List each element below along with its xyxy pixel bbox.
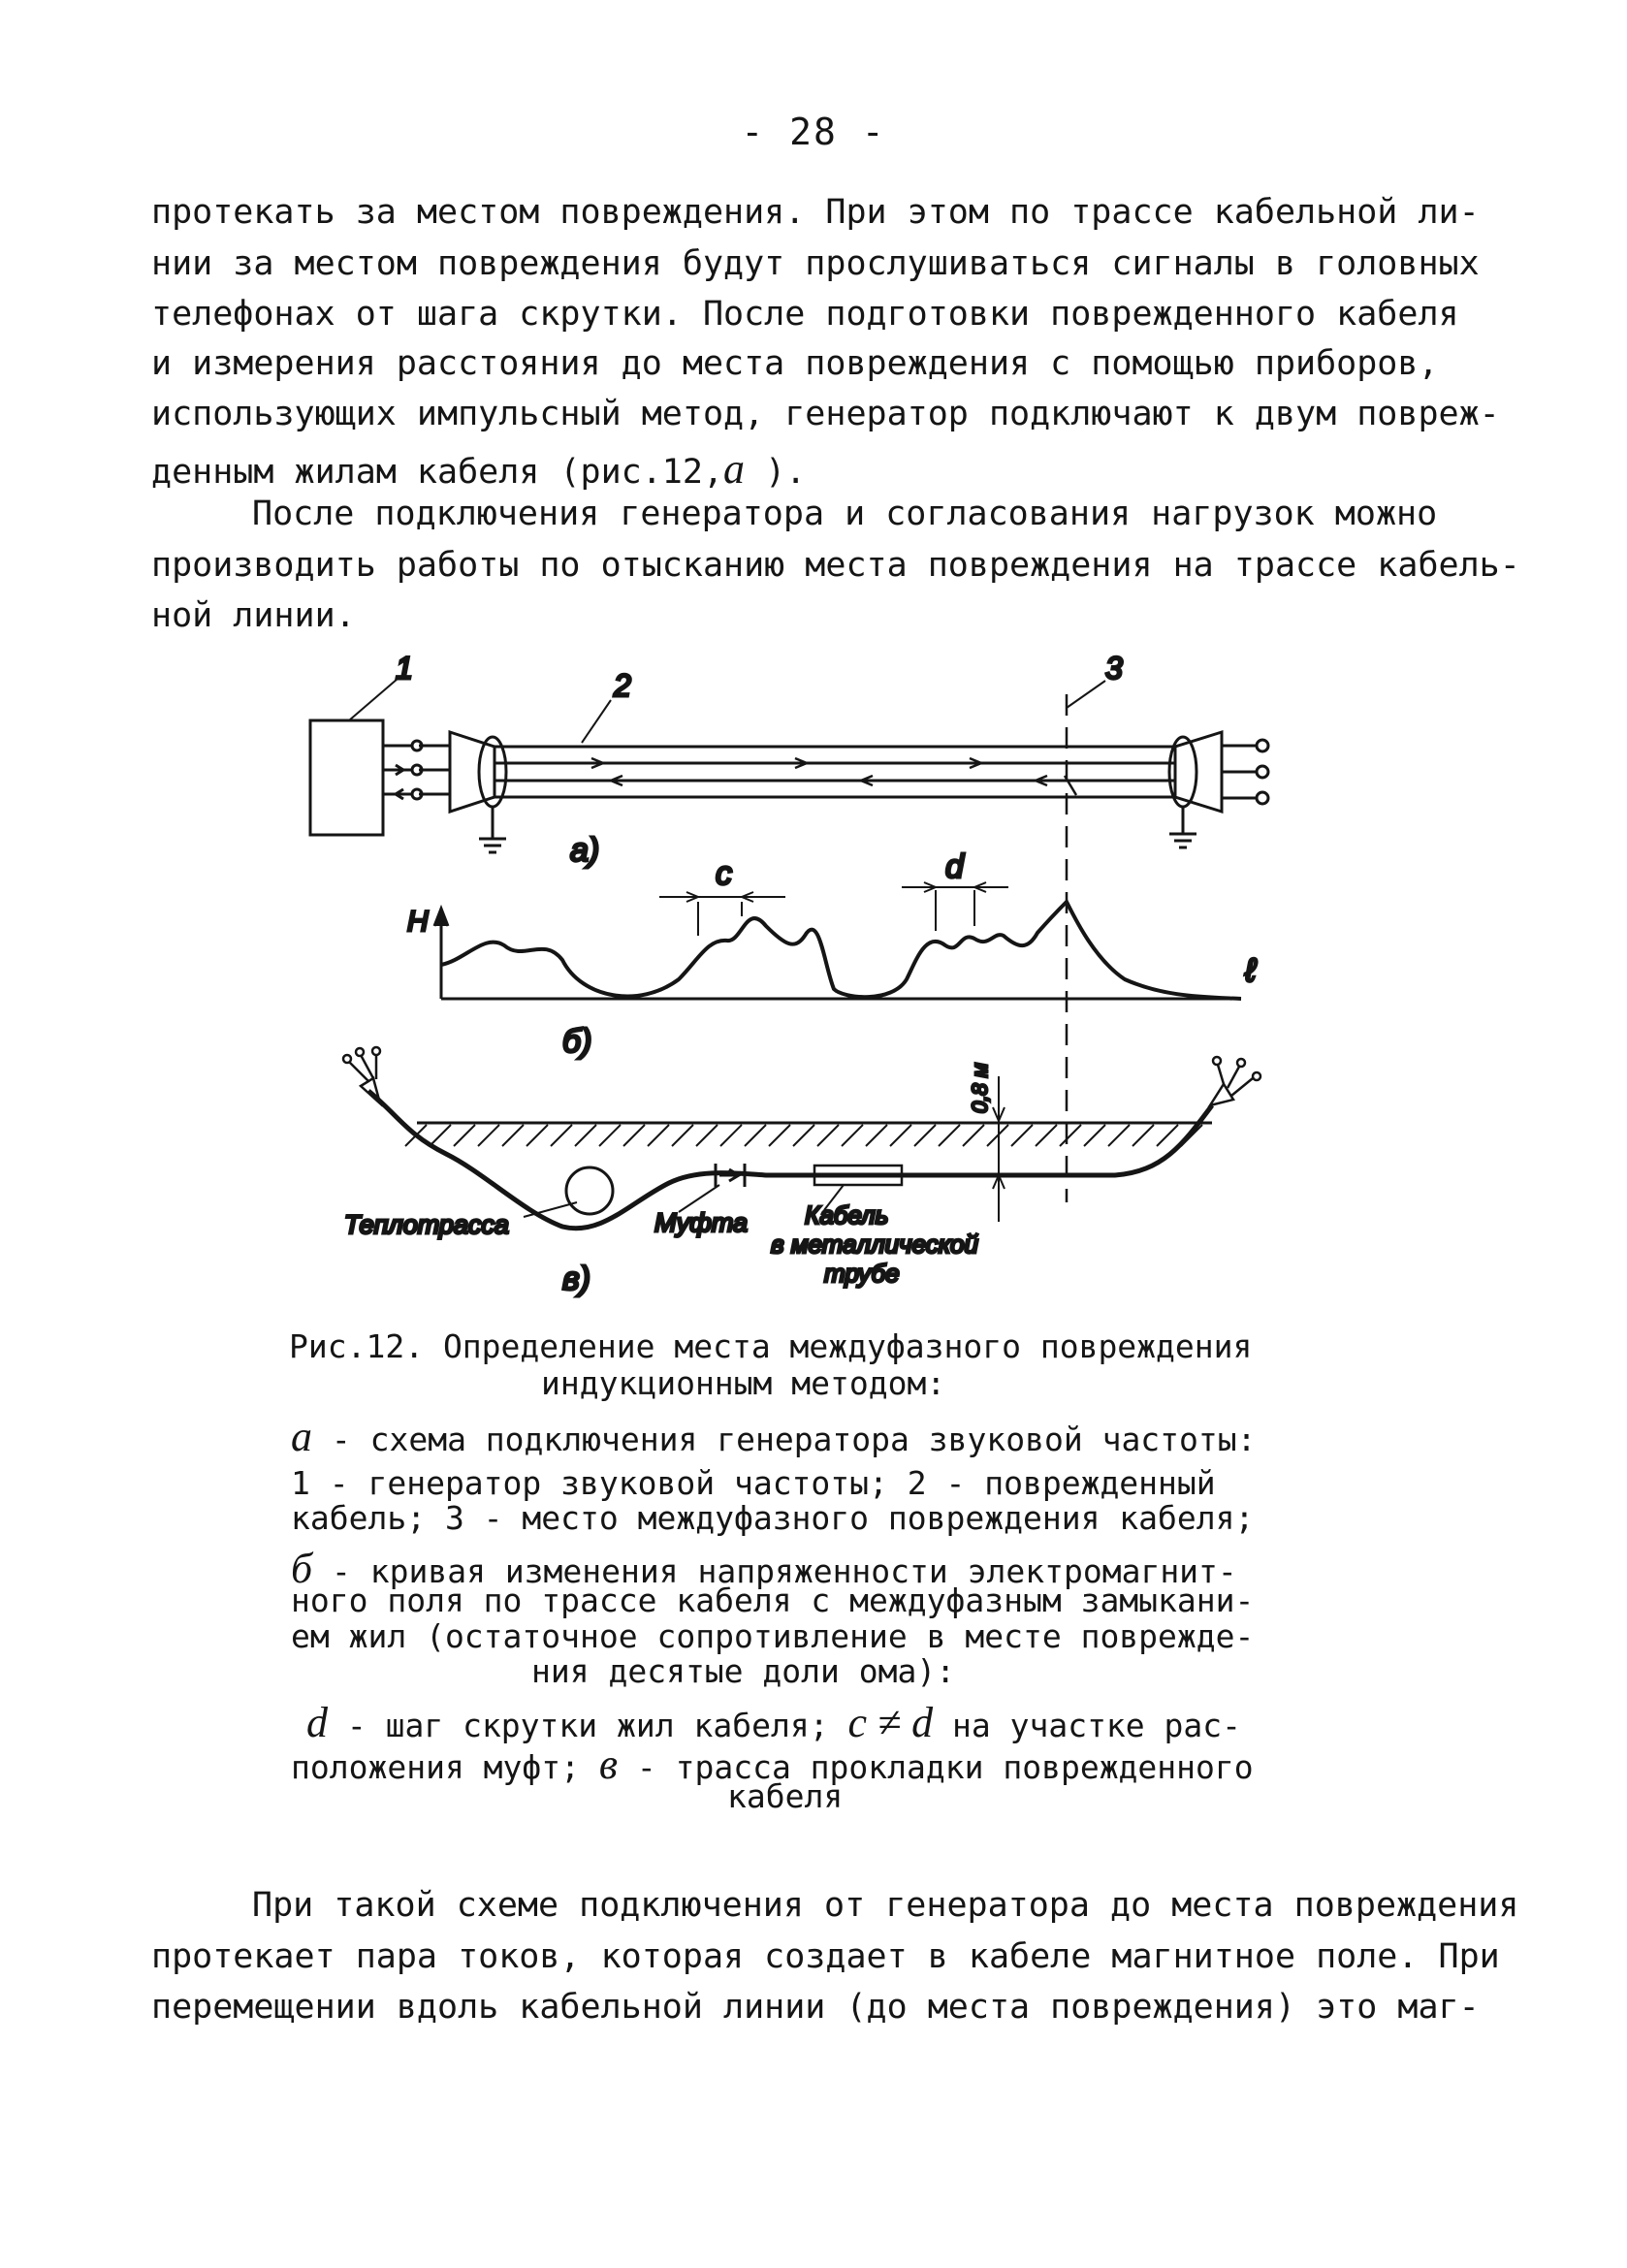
label-b: б) xyxy=(562,1023,592,1060)
text-line xyxy=(151,445,807,493)
text-fragment: - шаг скрутки жил кабеля; xyxy=(328,1707,848,1744)
cable-end-right xyxy=(1210,1057,1260,1105)
leader-line xyxy=(349,679,398,720)
text-fragment: - трасса прокладки поврежденного xyxy=(618,1748,1254,1786)
italic-letter: d xyxy=(306,1699,328,1746)
leader-line xyxy=(582,700,611,743)
label-a: а) xyxy=(570,832,600,869)
ground-right xyxy=(1169,807,1196,847)
ground-left xyxy=(479,807,506,852)
label-cable-line3: трубе xyxy=(824,1259,900,1288)
text-fragment: денным жилам кабеля (рис.12, xyxy=(151,453,724,492)
text-line: протекает пара токов, которая создает в кабеле магнитное поле. При xyxy=(151,1937,1500,1976)
label-c: c xyxy=(716,855,732,892)
clamp-right xyxy=(1169,737,1196,807)
cable-conductors xyxy=(419,740,1268,804)
caption-item-a xyxy=(291,1413,1257,1460)
caption-line: кабеля xyxy=(727,1777,844,1815)
text-line: перемещении вдоль кабельной линии (до места повреждения) это маг- xyxy=(151,1988,1480,2027)
label-1: 1 xyxy=(396,651,413,686)
label-H: H xyxy=(407,906,429,938)
text-fragment: - схема подключения генератора звуковой частоты: xyxy=(312,1421,1257,1458)
caption-item-d xyxy=(306,1699,1242,1746)
label-coupling: Муфта xyxy=(654,1208,749,1237)
field-curve xyxy=(441,902,1241,999)
generator-leads xyxy=(383,741,422,799)
figure-diagram xyxy=(0,640,1627,1319)
depth-dimension xyxy=(993,1076,1005,1222)
label-d: d xyxy=(945,848,964,885)
italic-letter: в xyxy=(598,1741,618,1788)
caption-line: ния десятые доли ома): xyxy=(531,1652,956,1690)
label-3: 3 xyxy=(1105,651,1123,686)
cable-left-end xyxy=(450,732,494,812)
text-fragment: ). xyxy=(745,453,807,492)
text-line: нии за местом повреждения будут прослушиваться сигналы в головных xyxy=(151,244,1480,283)
cable-right-end xyxy=(1175,732,1222,812)
text-line: использующих импульсный метод, генератор подключают к двум повреж- xyxy=(151,395,1500,433)
italic-letter-a: а xyxy=(723,445,746,493)
text-line: протекать за местом повреждения. При этом по трассе кабельной ли- xyxy=(151,193,1480,232)
label-l: ℓ xyxy=(1245,952,1256,989)
text-fragment: положения муфт; xyxy=(291,1748,599,1786)
text-line: производить работы по отысканию места повреждения на трассе кабель- xyxy=(151,546,1520,585)
text-fragment: - кривая изменения напряженности электромагнит- xyxy=(312,1552,1237,1590)
text-line: При такой схеме подключения от генератора до места повреждения xyxy=(252,1886,1519,1925)
leader-line xyxy=(1067,681,1105,708)
coupling xyxy=(716,1164,745,1187)
cable-route xyxy=(368,1091,1212,1229)
text-line: ной линии. xyxy=(151,596,356,635)
text-line: и измерения расстояния до места повреждения с помощью приборов, xyxy=(151,344,1439,383)
dimension-d xyxy=(902,882,1008,931)
label-cable-line2: в металлической xyxy=(771,1230,978,1259)
text-fragment: на участке рас- xyxy=(933,1707,1242,1744)
heat-main-pipe xyxy=(566,1167,613,1214)
label-heat-main: Теплотрасса xyxy=(344,1210,509,1239)
page-number: - 28 - xyxy=(741,111,886,153)
caption-line: ем жил (остаточное сопротивление в месте поврежде- xyxy=(291,1617,1255,1655)
italic-letter: б xyxy=(291,1545,313,1592)
caption-title: Рис.12. Определение места междуфазного повреждения xyxy=(289,1327,1253,1365)
caption-line: 1 - генератор звуковой частоты; 2 - поврежденный xyxy=(291,1464,1216,1502)
caption-line: ного поля по трассе кабеля с междуфазным замыкани- xyxy=(291,1581,1255,1619)
italic-letter: а xyxy=(291,1413,312,1460)
label-v: в) xyxy=(562,1261,591,1297)
caption-line: кабель; 3 - место междуфазного повреждения кабеля; xyxy=(291,1499,1255,1537)
generator-box xyxy=(310,720,383,835)
formula-c-neq-d: c ≠ d xyxy=(847,1699,934,1746)
label-2: 2 xyxy=(614,668,631,703)
label-cable-line1: Кабель xyxy=(805,1200,889,1230)
caption-title: индукционным методом: xyxy=(541,1364,946,1402)
ground-surface xyxy=(405,1123,1212,1146)
text-line: После подключения генератора и согласования нагрузок можно xyxy=(252,495,1438,533)
text-line: телефонах от шага скрутки. После подготовки поврежденного кабеля xyxy=(151,295,1459,334)
label-depth: 0,8 м xyxy=(968,1063,992,1113)
